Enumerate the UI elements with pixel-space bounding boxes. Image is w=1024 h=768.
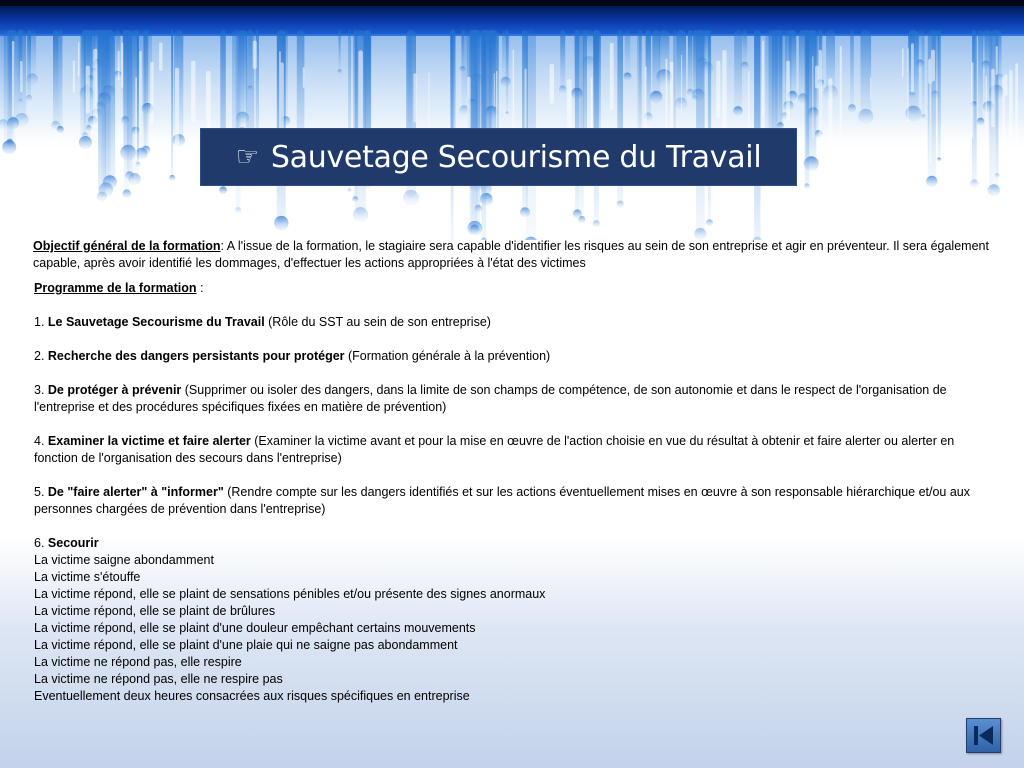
secourir-list: [34, 552, 974, 705]
slide-title: Sauvetage Secourisme du Travail: [270, 139, 762, 175]
program-item: [34, 484, 974, 518]
program-heading-suffix: :: [196, 281, 204, 295]
item-description: (Supprimer ou isoler des dangers, dans la limite de son champs de compétence, de son autonomie et dans le respect de l'organisation de l'entreprise et des procédures spécifiques fixées en matière de prévention): [34, 383, 947, 414]
program-item: [34, 382, 974, 416]
program-item: [34, 535, 974, 552]
secourir-line: Eventuellement deux heures consacrées aux risques spécifiques en entreprise: [34, 689, 470, 703]
secourir-line: La victime répond, elle se plaint de sensations pénibles et/ou présente des signes anormaux: [34, 587, 546, 601]
program-item: [34, 433, 974, 467]
secourir-line: La victime répond, elle se plaint de brûlures: [34, 604, 276, 618]
program-heading-line: [34, 280, 974, 297]
secourir-line: La victime ne répond pas, elle respire: [34, 655, 242, 669]
header-splash-graphic: [0, 0, 1024, 240]
objective-text: : A l'issue de la formation, le stagiaire sera capable d'identifier les risques au sein de son entreprise et agir en préventeur. Il sera également capable, après avoir identifié les dommages, d'effectuer les actions appropriées à l'état des victimes: [33, 239, 989, 270]
item-title: De "faire alerter" à "informer": [47, 485, 224, 499]
item-number: 6.: [34, 536, 48, 550]
secourir-line: La victime s'étouffe: [34, 570, 141, 584]
slide-title-box: [200, 128, 797, 186]
item-number: 1.: [34, 315, 48, 329]
secourir-line: La victime saigne abondamment: [34, 553, 214, 567]
item-description: (Formation générale à la prévention): [344, 349, 551, 363]
secourir-line: La victime répond, elle se plaint d'une douleur empêchant certains mouvements: [34, 621, 476, 635]
secourir-line: La victime ne répond pas, elle ne respire pas: [34, 672, 283, 686]
item-title: De protéger à prévenir: [47, 383, 182, 397]
item-description: (Rôle du SST au sein de son entreprise): [264, 315, 491, 329]
item-number: 3.: [34, 383, 48, 397]
item-title: Recherche des dangers persistants pour protéger: [47, 349, 345, 363]
back-navigation-button[interactable]: [966, 718, 1001, 753]
objective-paragraph: [33, 238, 1018, 272]
program-item: [34, 348, 974, 365]
program-item: [34, 314, 974, 331]
secourir-line: La victime répond, elle se plaint d'une plaie qui ne saigne pas abondamment: [34, 638, 458, 652]
item-title: Examiner la victime et faire alerter: [47, 434, 251, 448]
item-title: Le Sauvetage Secourisme du Travail: [47, 315, 265, 329]
item-number: 4.: [34, 434, 48, 448]
program-section: [34, 280, 974, 705]
skip-back-icon: [967, 719, 1000, 752]
item-title: Secourir: [47, 536, 99, 550]
pointing-hand-icon: ☞: [235, 142, 259, 172]
objective-lead: Objectif général de la formation: [33, 239, 221, 253]
item-description: (Examiner la victime avant et pour la mise en œuvre de l'action choisie en vue du résultat à obtenir et faire alerter ou alerter en fonction de l'organisation des secours dans l'entreprise): [34, 434, 955, 465]
item-number: 5.: [34, 485, 48, 499]
item-description: (Rendre compte sur les dangers identifiés et sur les actions éventuellement mises en œuvre à son responsable hiérarchique et/ou aux personnes chargées de prévention dans l'entreprise): [34, 485, 970, 516]
program-heading: Programme de la formation: [34, 281, 197, 295]
item-number: 2.: [34, 349, 48, 363]
